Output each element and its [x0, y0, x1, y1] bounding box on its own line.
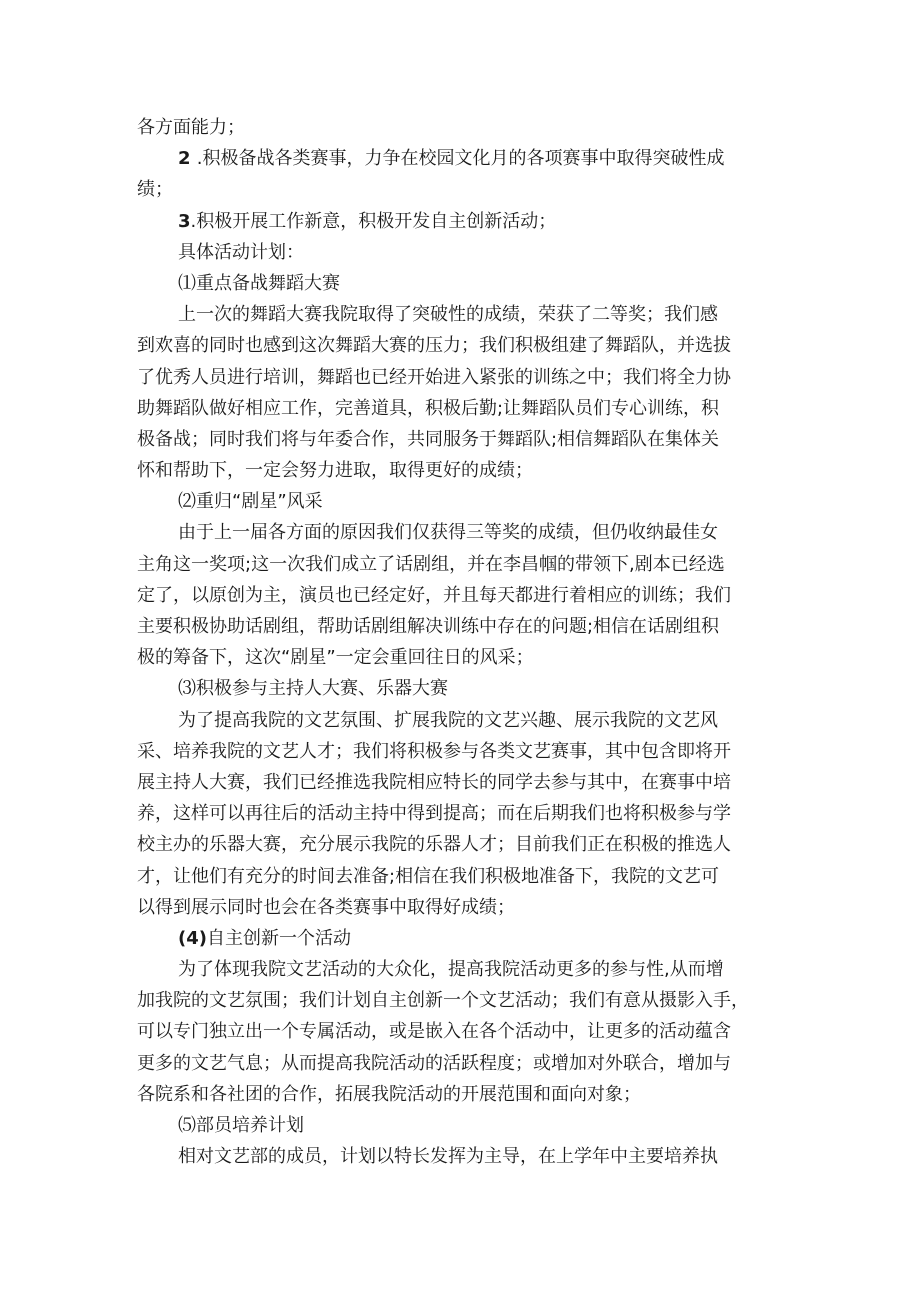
text-line [137, 1110, 797, 1141]
line-text: 加我院的文艺氛围；我们计划自主创新一个文艺活动；我们有意从摄影入手， [137, 990, 749, 1012]
text-line [137, 767, 797, 798]
line-text: .积极备战各类赛事，力争在校园文化月的各项赛事中取得突破性成 [196, 148, 725, 170]
text-line [137, 143, 797, 174]
line-text: 更多的文艺气息；从而提高我院活动的活跃程度；或增加对外联合，增加与 [137, 1052, 731, 1074]
document-body [137, 112, 797, 1172]
line-text: 自主创新一个活动 [206, 927, 351, 949]
text-line [137, 362, 797, 393]
line-text: 怀和帮助下，一定会努力进取，取得更好的成绩； [137, 460, 533, 482]
item-number: (4) [178, 927, 207, 949]
line-text: .积极开展工作新意，积极开发自主创新活动； [190, 210, 557, 232]
text-line [137, 112, 797, 143]
text-line [137, 206, 797, 237]
text-line [137, 299, 797, 330]
text-line [137, 705, 797, 736]
line-text: 主要积极协助话剧组，帮助话剧组解决训练中存在的问题;相信在话剧组积 [137, 616, 720, 637]
line-text: 采、培养我院的文艺人才；我们将积极参与各类文艺赛事，其中包含即将开 [137, 740, 731, 762]
text-line [137, 486, 797, 517]
text-line [137, 455, 797, 486]
line-text: ⑸部员培养计划 [178, 1115, 304, 1136]
text-line [137, 1079, 797, 1110]
text-line [137, 1048, 797, 1079]
line-text: 助舞蹈队做好相应工作，完善道具，积极后勤;让舞蹈队员们专心训练，积 [137, 397, 720, 419]
text-line [137, 642, 797, 673]
line-text: 各方面能力； [137, 117, 245, 138]
line-text: 可以专门独立出一个专属活动，或是嵌入在各个活动中，让更多的活动蕴含 [137, 1021, 731, 1043]
text-line [137, 798, 797, 829]
line-text: 极备战；同时我们将与年委合作，共同服务于舞蹈队;相信舞蹈队在集体关 [137, 428, 720, 450]
line-text: 相对文艺部的成员，计划以特长发挥为主导，在上学年中主要培养执 [178, 1146, 718, 1168]
line-text: 到欢喜的同时也感到这次舞蹈大赛的压力；我们积极组建了舞蹈队，并选拔 [137, 335, 731, 357]
text-line [137, 829, 797, 860]
text-line [137, 673, 797, 704]
item-number: 2 [178, 148, 197, 170]
text-line [137, 393, 797, 424]
line-text: 极的筹备下，这次“剧星”一定会重回往日的风采； [137, 647, 534, 669]
text-line [137, 517, 797, 548]
line-text: 为了提高我院的文艺氛围、扩展我院的文艺兴趣、展示我院的文艺风 [178, 709, 718, 731]
line-text: ⑶积极参与主持人大赛、乐器大赛 [178, 678, 448, 700]
item-number: 3 [178, 210, 191, 232]
text-line [137, 1016, 797, 1047]
line-text: 主角这一奖项;这一次我们成立了话剧组，并在李昌帼的带领下,剧本已经选 [137, 553, 725, 575]
line-text: 展主持人大赛，我们已经推选我院相应特长的同学去参与其中，在赛事中培 [137, 771, 731, 793]
line-text: 绩； [137, 179, 173, 201]
text-line [137, 268, 797, 299]
text-line [137, 1141, 797, 1172]
line-text: 定了，以原创为主，演员也已经定好，并且每天都进行着相应的训练；我们 [137, 584, 731, 606]
line-text: 才，让他们有充分的时间去准备;相信在我们积极地准备下，我院的文艺可 [137, 865, 720, 887]
line-text: 由于上一届各方面的原因我们仅获得三等奖的成绩，但仍收纳最佳女 [178, 522, 718, 544]
line-text: 养，这样可以再往后的活动主持中得到提高；而在后期我们也将积极参与学 [137, 803, 731, 825]
text-line [137, 892, 797, 923]
text-line [137, 985, 797, 1016]
line-text: 为了体现我院文艺活动的大众化，提高我院活动更多的参与性,从而增 [178, 959, 724, 981]
line-text: 校主办的乐器大赛，充分展示我院的乐器人才；目前我们正在积极的推选人 [137, 834, 731, 856]
line-text: 以得到展示同时也会在各类赛事中取得好成绩； [137, 896, 515, 918]
text-line [137, 861, 797, 892]
line-text: ⑵重归“剧星”风采 [178, 491, 323, 513]
text-line [137, 923, 797, 954]
text-line [137, 237, 797, 268]
text-line [137, 549, 797, 580]
text-line [137, 611, 797, 642]
line-text: 具体活动计划： [178, 241, 304, 263]
line-text: 了优秀人员进行培训，舞蹈也已经开始进入紧张的训练之中；我们将全力协 [137, 366, 731, 388]
text-line [137, 580, 797, 611]
text-line [137, 174, 797, 205]
line-text: 各院系和各社团的合作，拓展我院活动的开展范围和面向对象； [137, 1083, 641, 1105]
text-line [137, 954, 797, 985]
text-line [137, 736, 797, 767]
text-line [137, 424, 797, 455]
text-line [137, 330, 797, 361]
line-text: ⑴重点备战舞蹈大赛 [178, 272, 340, 294]
line-text: 上一次的舞蹈大赛我院取得了突破性的成绩，荣获了二等奖；我们感 [178, 304, 718, 326]
